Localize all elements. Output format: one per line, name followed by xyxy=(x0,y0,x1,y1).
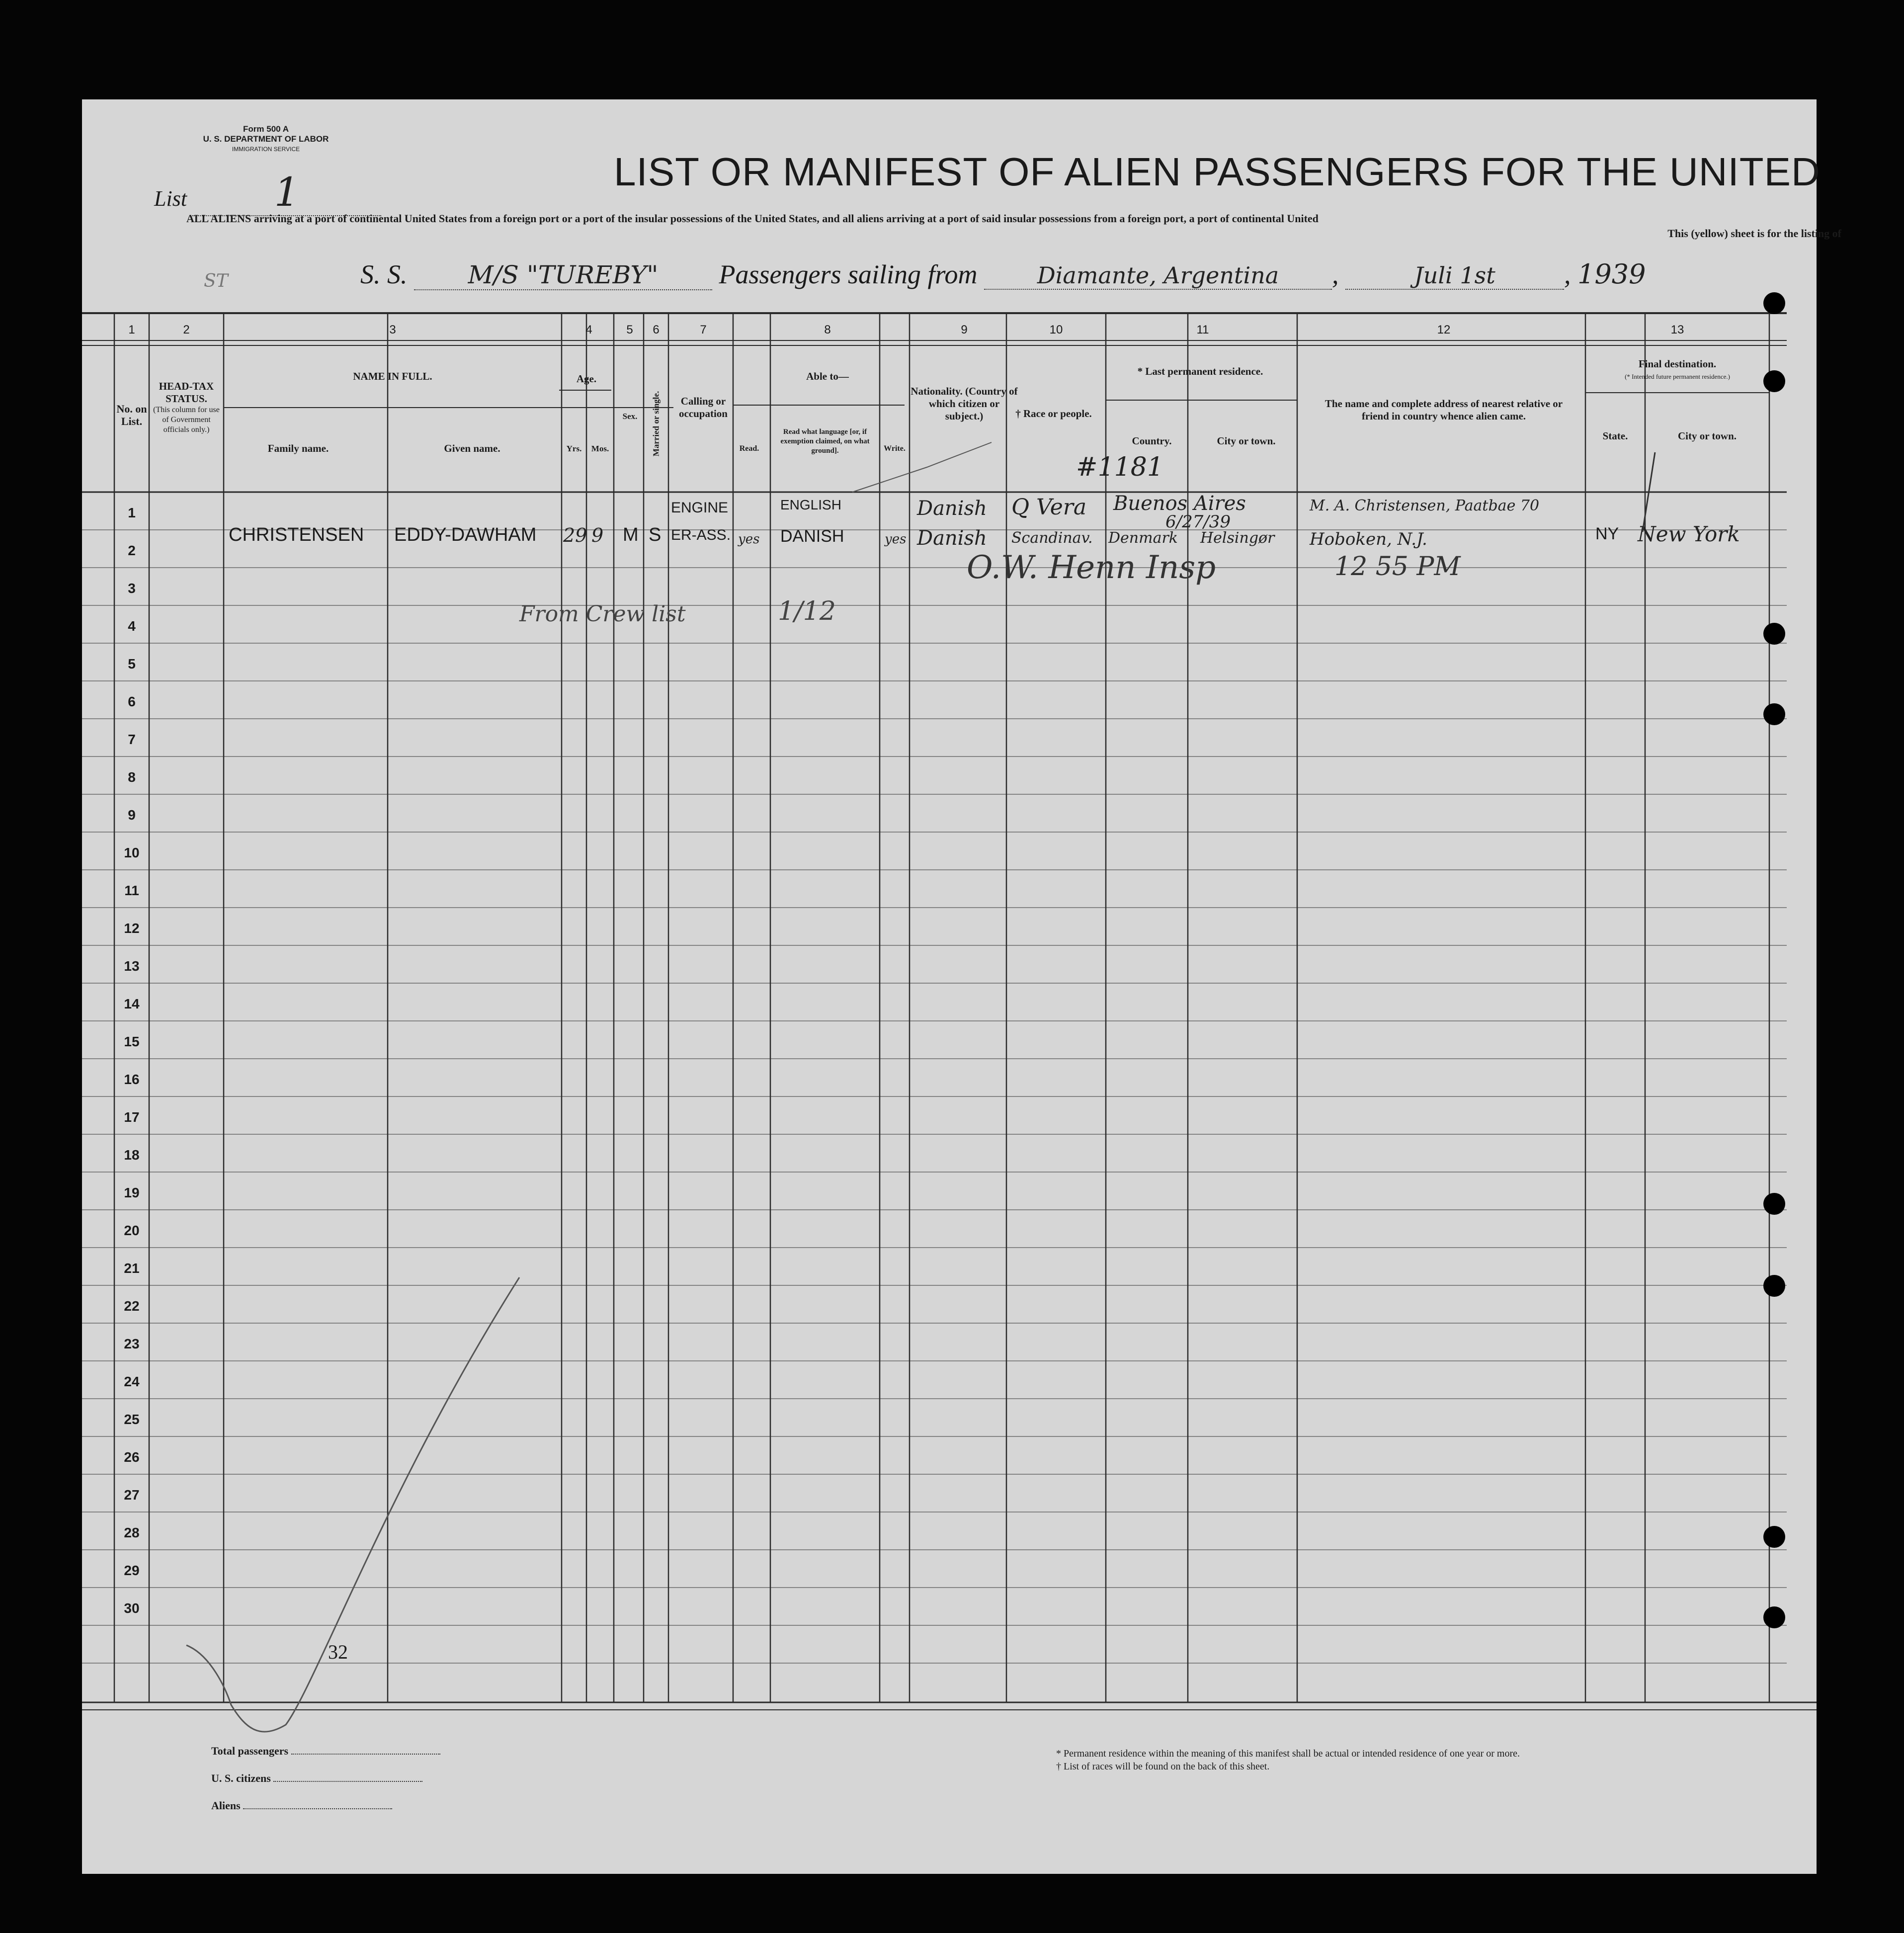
row-number: 8 xyxy=(128,769,136,785)
header-dest-city: City or town. xyxy=(1677,430,1737,442)
col-number-13: 13 xyxy=(1670,323,1684,336)
footnote-residence: * Permanent residence within the meaning of this manifest shall be actual or intended residence of one year or more. xyxy=(1056,1748,1520,1759)
col-number-5: 5 xyxy=(626,323,633,336)
header-calling: Calling or occupation xyxy=(678,395,728,420)
race-line-1: Q Vera xyxy=(1011,495,1087,520)
row-number: 13 xyxy=(124,958,140,974)
footnotes xyxy=(1056,1747,1520,1773)
header-age: Age. xyxy=(576,373,597,385)
header-married: Married or single. xyxy=(651,391,661,457)
row-number: 12 xyxy=(124,921,140,936)
marital-status: S xyxy=(649,524,662,545)
row-number: 21 xyxy=(124,1261,140,1276)
col-number-1: 1 xyxy=(128,323,135,336)
row-number: 25 xyxy=(124,1412,140,1427)
list-label: List xyxy=(154,186,187,211)
row-number: 26 xyxy=(124,1449,140,1465)
col-number-2: 2 xyxy=(183,323,190,336)
city-line-1: Buenos Aires xyxy=(1113,492,1246,515)
row-number: 4 xyxy=(128,618,136,634)
col-number-6: 6 xyxy=(653,323,660,336)
total-passengers-label xyxy=(211,1745,440,1758)
relative-line-2: Hoboken, N.J. xyxy=(1310,529,1427,549)
row-number: 14 xyxy=(124,996,140,1011)
header-country: Country. xyxy=(1132,435,1172,447)
crew-list-note: From Crew list xyxy=(519,601,686,627)
header-sex: Sex. xyxy=(622,412,638,421)
sailing-from: Diamante, Argentina xyxy=(984,262,1332,290)
row-number: 5 xyxy=(128,656,136,672)
col-number-10: 10 xyxy=(1049,323,1063,336)
occupation-line-2: ER-ASS. xyxy=(671,527,731,543)
punch-hole xyxy=(1763,1193,1785,1215)
punch-hole xyxy=(1763,1606,1785,1628)
row-number: 29 xyxy=(124,1563,140,1578)
col-number-12: 12 xyxy=(1437,323,1451,336)
col-number-7: 7 xyxy=(700,323,707,336)
pencil-strokes xyxy=(82,99,1817,1874)
row-number: 18 xyxy=(124,1147,140,1163)
header-given-name: Given name. xyxy=(444,442,500,454)
dest-state: NY xyxy=(1595,524,1619,543)
header-final-note: (* Intended future permanent residence.) xyxy=(1625,373,1730,380)
header-relative: The name and complete address of nearest relative or friend in country whence alien came. xyxy=(1325,398,1563,422)
city-line-2: Helsingør xyxy=(1200,529,1275,547)
language-line-1: ENGLISH xyxy=(780,497,841,512)
punch-hole xyxy=(1763,703,1785,725)
row-number: 10 xyxy=(124,845,140,860)
crew-list-number: 1/12 xyxy=(778,596,836,626)
ship-prefix: S. S. xyxy=(360,259,408,289)
col-number-4: 4 xyxy=(585,323,592,336)
header-final-destination-label: Final destination. xyxy=(1638,358,1717,370)
subtitle-line-2: This (yellow) sheet is for the listing of xyxy=(1667,227,1841,240)
relative-line-1: M. A. Christensen, Paatbae 70 xyxy=(1310,497,1540,514)
col-number-3: 3 xyxy=(389,323,396,336)
header-nationality: Nationality. (Country of which citizen or subject.) xyxy=(911,385,1018,422)
department: U. S. DEPARTMENT OF LABOR xyxy=(203,134,329,144)
row-number: 27 xyxy=(124,1487,140,1503)
form-number: Form 500 A xyxy=(243,124,289,134)
col-number-8: 8 xyxy=(824,323,831,336)
nationality-line-1: Danish xyxy=(917,497,987,520)
punch-hole xyxy=(1763,1526,1785,1548)
margin-mark: ST xyxy=(204,271,228,291)
row-number: 17 xyxy=(124,1109,140,1125)
service: IMMIGRATION SERVICE xyxy=(232,146,300,153)
occupation-line-1: ENGINE xyxy=(671,500,729,516)
year: 1939 xyxy=(1577,258,1646,290)
header-write: Write. xyxy=(884,444,906,453)
nationality-line-2: Danish xyxy=(917,527,987,550)
row-number: 20 xyxy=(124,1223,140,1238)
ship-line: S. S. M/S "TUREBY" Passengers sailing from Diamante, Argentina , Juli 1st , 1939 xyxy=(360,258,1646,290)
inspection-number: #1181 xyxy=(1076,452,1163,482)
row-number: 28 xyxy=(124,1525,140,1540)
header-state: State. xyxy=(1602,430,1628,442)
age-mos: 9 xyxy=(591,524,604,546)
header-head-tax-note: (This column for use of Government officials only.) xyxy=(153,406,220,434)
ship-name: M/S "TUREBY" xyxy=(414,260,712,290)
footnote-races: † List of races will be found on the back of this sheet. xyxy=(1056,1761,1270,1772)
family-name: CHRISTENSEN xyxy=(229,524,364,545)
col-number-11: 11 xyxy=(1196,323,1209,336)
header-no-on-list: No. on List. xyxy=(116,403,147,427)
row-number: 7 xyxy=(128,732,136,747)
row-number: 16 xyxy=(124,1072,140,1087)
header-read: Read. xyxy=(739,444,759,453)
header-head-tax-label: HEAD-TAX STATUS. xyxy=(159,380,214,405)
date-note: 6/27/39 xyxy=(1165,512,1231,532)
inspection-time: 12 55 PM xyxy=(1334,552,1461,582)
row-number: 11 xyxy=(124,883,139,898)
header-mos: Mos. xyxy=(591,444,609,453)
header-name-in-full: NAME IN FULL. xyxy=(353,370,432,382)
manifest-sheet xyxy=(82,99,1841,1874)
header-last-residence: * Last permanent residence. xyxy=(1137,365,1263,377)
aliens-label xyxy=(211,1799,392,1812)
header-able-to: Able to— xyxy=(806,370,849,382)
header-family-name: Family name. xyxy=(267,442,329,454)
punch-hole xyxy=(1763,292,1785,314)
us-citizens-label xyxy=(211,1772,422,1785)
language-line-2: DANISH xyxy=(780,527,844,546)
inspector-signature: O.W. Henn Insp xyxy=(967,549,1216,586)
country-line-2: Denmark xyxy=(1108,529,1178,547)
us-citizens-text: U. S. citizens xyxy=(211,1772,271,1784)
read-value: yes xyxy=(738,532,760,547)
race-line-2: Scandinav. xyxy=(1011,529,1093,547)
header-city-town: City or town. xyxy=(1217,435,1276,447)
total-passengers-text: Total passengers xyxy=(211,1745,289,1757)
header-read-language: Read what language [or, if exemption claimed, on what ground]. xyxy=(780,428,870,455)
page-title: LIST OR MANIFEST OF ALIEN PASSENGERS FOR THE UNITED xyxy=(614,150,1821,194)
punch-hole xyxy=(1763,1275,1785,1297)
dest-city: New York xyxy=(1638,522,1740,546)
col-number-9: 9 xyxy=(961,323,968,336)
row-number: 23 xyxy=(124,1336,140,1351)
row-number: 19 xyxy=(124,1185,140,1200)
row-number: 6 xyxy=(128,694,136,709)
sailing-date: Juli 1st xyxy=(1345,262,1564,290)
write-value: yes xyxy=(885,532,907,547)
row-number: 24 xyxy=(124,1374,140,1389)
row-number: 22 xyxy=(124,1298,140,1314)
punch-hole xyxy=(1763,623,1785,645)
row-number: 15 xyxy=(124,1034,140,1049)
row-number: 2 xyxy=(128,543,136,558)
aliens-text: Aliens xyxy=(211,1799,241,1812)
punch-hole xyxy=(1763,370,1785,392)
sailing-label: Passengers sailing from xyxy=(719,259,978,289)
page-number: 32 xyxy=(328,1641,348,1663)
row-number: 30 xyxy=(124,1600,140,1616)
row-number: 3 xyxy=(128,581,136,596)
row-number: 9 xyxy=(128,807,136,823)
subtitle-line-1: ALL ALIENS arriving at a port of continental United States from a foreign port or a port of the insular possessions of the United States, and all aliens arriving at a port of said insular possessions from a foreign port, a port of continental United xyxy=(186,212,1319,225)
sex: M xyxy=(623,524,639,545)
age-yrs: 29 xyxy=(563,524,587,546)
header-race: † Race or people. xyxy=(1015,408,1092,420)
header-yrs: Yrs. xyxy=(566,444,582,453)
given-name: EDDY-DAWHAM xyxy=(394,524,537,545)
row-number: 1 xyxy=(128,505,136,520)
list-number: 1 xyxy=(274,169,300,215)
